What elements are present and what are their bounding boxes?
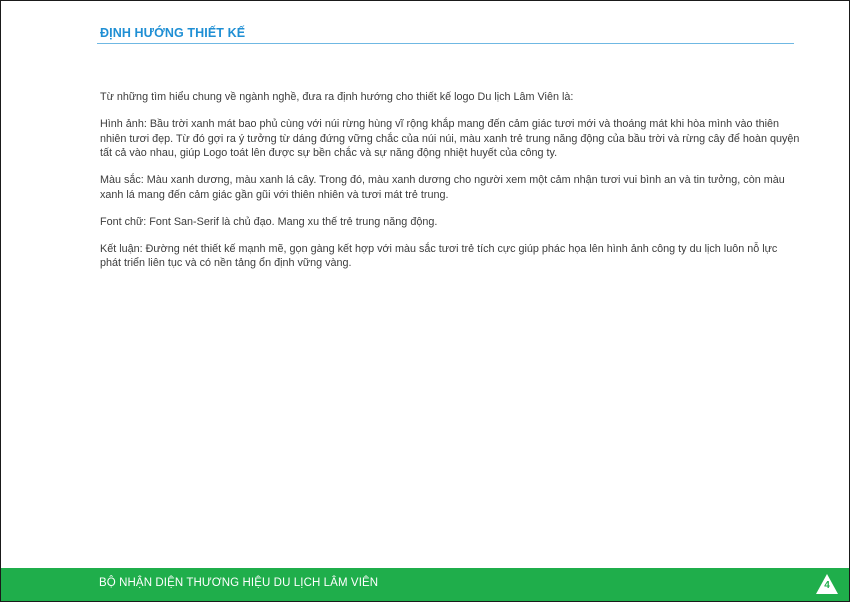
paragraph-intro: Từ những tìm hiểu chung về ngành nghề, đưa ra định hướng cho thiết kế logo Du lịch Lâm Viên là:: [100, 91, 574, 103]
paragraph-color: Màu sắc: Màu xanh dương, màu xanh lá cây. Trong đó, màu xanh dương cho người xem một cảm nhận tươi vui bình an và tin tưởng, còn màu xanh lá mang đến cảm giác gần gũi với thiên nhiên và tươi mát trẻ trung.: [100, 174, 785, 201]
footer-title: BỘ NHẬN DIỆN THƯƠNG HIỆU DU LỊCH LÂM VIÊN: [99, 577, 379, 589]
paragraph-image: Hình ảnh: Bầu trời xanh mát bao phủ cùng với núi rừng hùng vĩ rộng khắp mang đến cảm giác tươi mới và thoáng mát khi hòa mình vào thiên nhiên tươi đẹp. Từ đó gợi ra ý tưởng từ dáng đứng vững chắc của núi núi, màu xanh trẻ trung năng động của bầu trời và rừng cây để hoàn quyện tất cả vào nhau, giúp Logo toát lên được sự bền chắc và sự năng động nhiệt huyết của công ty.: [100, 118, 800, 159]
section-heading: ĐỊNH HƯỚNG THIẾT KẾ: [100, 26, 246, 40]
page-number: 4: [824, 580, 830, 591]
body-content: [100, 90, 800, 283]
paragraph-font: Font chữ: Font San-Serif là chủ đạo. Mang xu thế trẻ trung năng động.: [100, 215, 438, 228]
paragraph-conclusion: Kết luận: Đường nét thiết kế mạnh mẽ, gọn gàng kết hợp với màu sắc tươi trẻ tích cực giúp phác họa lên hình ảnh công ty du lịch luôn nỗ lực phát triển liên tục và có nền tảng ổn định vững vàng.: [100, 242, 778, 269]
footer-bar: [1, 568, 849, 601]
page-number-badge: [815, 573, 839, 595]
heading-divider: [97, 43, 794, 44]
